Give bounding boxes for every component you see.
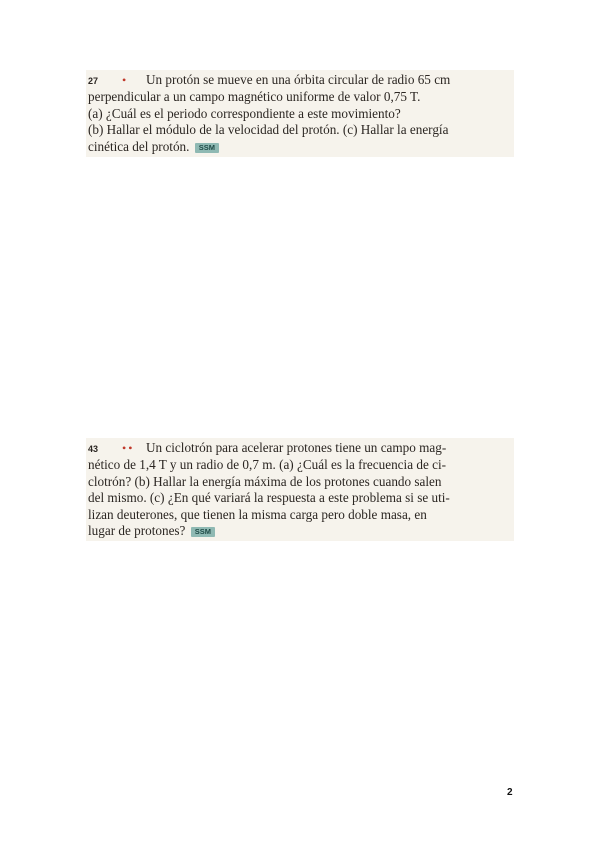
- problem-27: [86, 70, 514, 157]
- problem-43-line-3: clotrón? (b) Hallar la energía máxima de los protones cuando salen: [88, 473, 442, 489]
- problem-text: Un protón se mueve en una órbita circular de radio 65 cm: [146, 72, 451, 87]
- problem-43-line-6: [88, 523, 510, 539]
- difficulty-dot-icon: •: [122, 73, 129, 87]
- page-number: 2: [507, 787, 513, 798]
- problem-27-line-1: [88, 72, 510, 89]
- problem-43-line-1: [88, 440, 510, 457]
- problem-43: [86, 438, 514, 541]
- problem-number: 27: [88, 76, 99, 86]
- problem-text: cinética del protón.: [88, 138, 190, 154]
- problem-number: 43: [88, 444, 99, 454]
- difficulty-dots-icon: ••: [122, 441, 135, 455]
- problem-43-line-2: nético de 1,4 T y un radio de 0,7 m. (a) ¿Cuál es la frecuencia de ci-: [88, 457, 447, 473]
- problem-27-line-4: (b) Hallar el módulo de la velocidad del protón. (c) Hallar la energía: [88, 122, 449, 138]
- problem-27-line-2: perpendicular a un campo magnético uniforme de valor 0,75 T.: [88, 89, 421, 105]
- problem-27-line-5: [88, 139, 510, 155]
- problem-text: lugar de protones?: [88, 523, 186, 539]
- ssm-badge: SSM: [195, 143, 219, 153]
- problem-27-line-3: (a) ¿Cuál es el periodo correspondiente a este movimiento?: [88, 105, 401, 121]
- problem-text: Un ciclotrón para acelerar protones tiene un campo mag-: [146, 440, 447, 455]
- problem-43-line-5: lizan deuterones, que tienen la misma carga pero doble masa, en: [88, 506, 427, 522]
- ssm-badge: SSM: [191, 527, 215, 537]
- problem-43-line-4: del mismo. (c) ¿En qué variará la respuesta a este problema si se uti-: [88, 490, 450, 506]
